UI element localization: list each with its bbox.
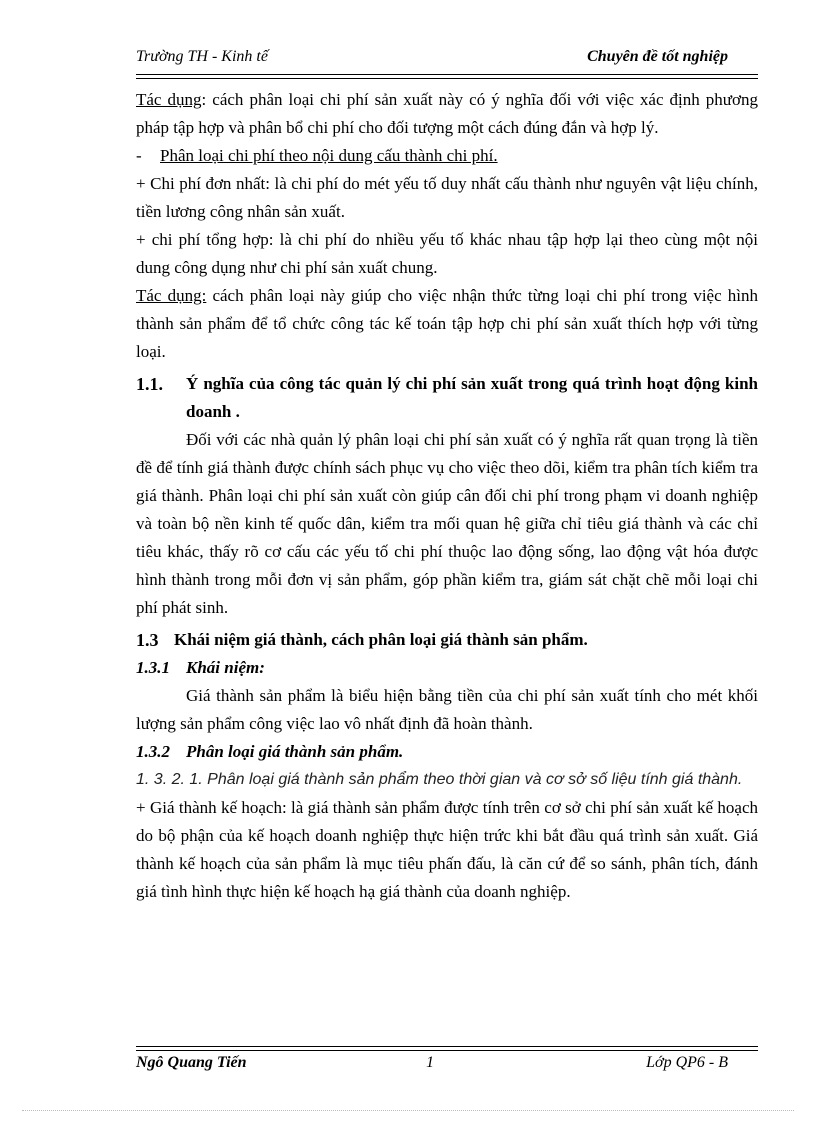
paragraph-effect-2: [136, 282, 758, 366]
paragraph-single-cost: + Chi phí đơn nhất: là chi phí do mét yếu tố duy nhất cấu thành như nguyên vật liệu chính, tiền lương công nhân sản xuất.: [136, 174, 758, 221]
section-heading-1-3-1: [136, 654, 758, 682]
heading-text: Khái niệm giá thành, cách phân loại giá thành sản phẩm.: [174, 630, 588, 649]
effect-text: : cách phân loại chi phí sản xuất này có ý nghĩa đối với việc xác định phương pháp tập hợp và phân bổ chi phí cho đối tượng một cách đúng đắn và hợp lý.: [136, 90, 758, 137]
heading-number: 1.3: [136, 630, 159, 650]
heading-text: Phân loại giá thành sản phẩm.: [186, 742, 404, 761]
list-item-text: Phân loại chi phí theo nội dung cấu thành chi phí.: [160, 146, 498, 165]
header-school: Trường TH - Kinh tế: [136, 48, 268, 65]
paragraph-effect-1: [136, 86, 758, 142]
paragraph-combined-cost: + chi phí tổng hợp: là chi phí do nhiều yếu tố khác nhau tập hợp lại theo cùng một nội dung công dụng như chi phí sản xuất chung.: [136, 230, 758, 277]
document-body: [136, 86, 758, 906]
effect-text: cách phân loại này giúp cho việc nhận thức từng loại chi phí trong việc hình thành sản phẩm để tổ chức công tác kế toán tập hợp chi phí sản xuất thích hợp với từng loại.: [136, 286, 758, 361]
heading-number: 1.3.1: [136, 658, 170, 677]
paragraph-planned-cost: + Giá thành kế hoạch: là giá thành sản phẩm được tính trên cơ sở chi phí sản xuất kế hoạch do bộ phận của kế hoạch doanh nghiệp thực hiện trức khi bắt đầu quá trình sản xuất. Giá thành kế hoạch của sản phẩm là mục tiêu phấn đấu, là căn cứ để so sánh, phân tích, đánh giá tình hình thực hiện kế hoạch hạ giá thành của doanh nghiệp.: [136, 798, 758, 901]
heading-text: Ý nghĩa của công tác quản lý chi phí sản xuất trong quá trình hoạt động kinh doanh .: [186, 374, 758, 421]
section-heading-1-1: [136, 370, 758, 426]
header-title: Chuyên đề tốt nghiệp: [587, 48, 728, 65]
page-footer: [136, 1054, 758, 1078]
footer-rule: [136, 1046, 758, 1051]
footer-author: Ngô Quang Tiến: [136, 1054, 247, 1071]
paragraph-significance: Đối với các nhà quản lý phân loại chi phí sản xuất có ý nghĩa rất quan trọng là tiền đề để tính giá thành được chính sách phục vụ cho việc theo dõi, kiểm tra phân tích kiểm tra giá thành. Phân loại chi phí sản xuất còn giúp cân đối chi phí trong phạm vi doanh nghiệp và toàn bộ nền kinh tế quốc dân, kiểm tra mối quan hệ giữa chỉ tiêu giá thành và các chỉ tiêu khác, thấy rõ cơ cấu các yếu tố chi phí thuộc lao động sống, lao động vật hóa được hình thành trong mỗi đơn vị sản phẩm, góp phần kiểm tra, giám sát chặt chẽ mỗi loại chi phí phát sinh.: [136, 430, 758, 617]
effect-label: Tác dụng: [136, 90, 202, 109]
list-item: [136, 142, 758, 170]
footer-class: Lớp QP6 - B: [646, 1054, 728, 1071]
page-edge-divider: [22, 1110, 794, 1111]
paragraph-concept: Giá thành sản phẩm là biểu hiện bằng tiền của chi phí sản xuất tính cho mét khối lượng sản phẩm công việc lao vô nhất định đã hoàn thành.: [136, 686, 758, 733]
dash-bullet: -: [136, 146, 142, 165]
page-header: [136, 48, 758, 72]
section-heading-1-3-2: [136, 738, 758, 766]
effect-label: Tác dụng:: [136, 286, 207, 305]
section-heading-1-3: [136, 626, 758, 654]
header-rule: [136, 74, 758, 79]
page-number: 1: [426, 1054, 434, 1071]
subsection-heading-1-3-2-1: 1. 3. 2. 1. Phân loại giá thành sản phẩm theo thời gian và cơ sở số liệu tính giá thành.: [136, 771, 743, 788]
heading-number: 1.1.: [136, 374, 163, 394]
heading-text: Khái niệm:: [186, 658, 265, 677]
heading-number: 1.3.2: [136, 742, 170, 761]
